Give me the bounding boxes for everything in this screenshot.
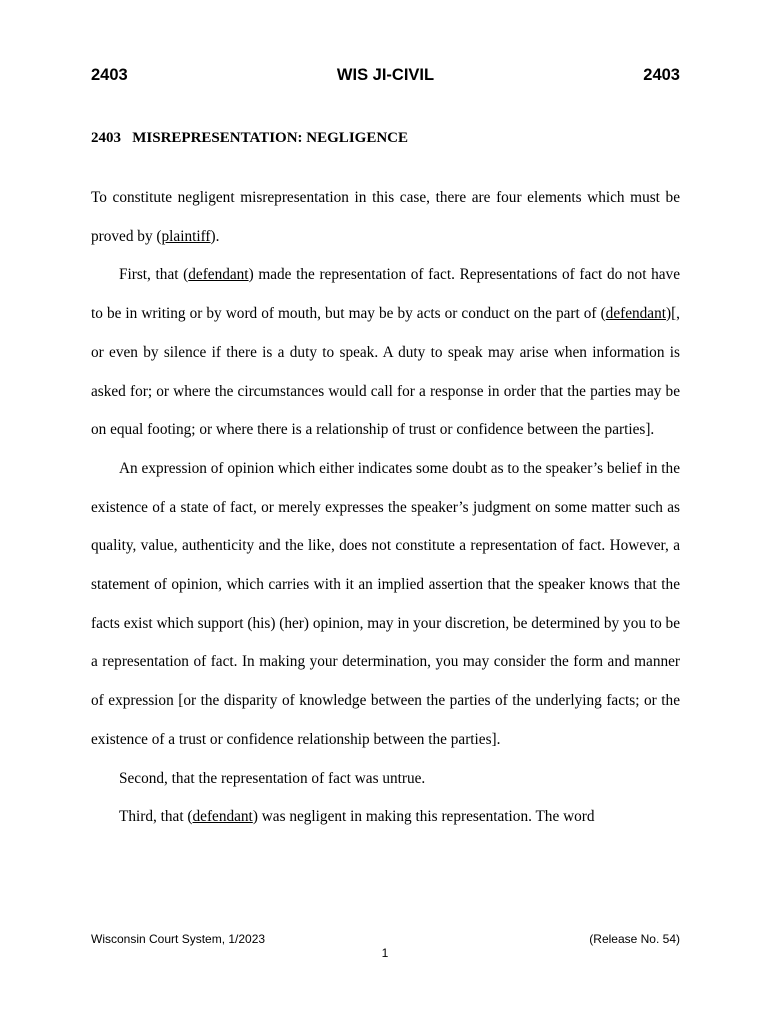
paragraph-intro: To constitute negligent misrepresentation in this case, there are four elements which must be proved by (plaintiff).	[91, 189, 680, 245]
plaintiff-placeholder: plaintiff	[161, 227, 211, 245]
defendant-placeholder: defendant	[605, 305, 666, 323]
paragraph-opinion: An expression of opinion which either indicates some doubt as to the speaker’s belief in the existence of a state of fact, or merely expresses the speaker’s judgment on some matter such as quality, value, authenticity and the like, does not constitute a representation of fact. However, a statement of opinion, which carries with it an implied assertion that the speaker knows that the facts exist which support (his) (her) opinion, may in your discretion, be determined by you to be a representation of fact. In making your determination, you may consider the form and manner of expression [or the disparity of knowledge between the parties of the underlying facts; or the existence of a trust or confidence relationship between the parties].	[91, 459, 680, 748]
paragraph-second-element: Second, that the representation of fact was untrue.	[119, 769, 426, 787]
defendant-placeholder: defendant	[188, 266, 249, 284]
page-header	[91, 66, 680, 90]
page-number: 1	[381, 946, 389, 960]
header-left-number: 2403	[91, 66, 128, 84]
paragraph-first-element: First, that (defendant) made the representation of fact. Representations of fact do not have to be in writing or by word of mouth, but may be by acts or conduct on the part of (defendant)[, or even by silence if there is a duty to speak. A duty to speak may arise when information is asked for; or where the circumstances would call for a response in order that the parties may be on equal footing; or where there is a relationship of trust or confidence between the parties].	[91, 266, 680, 439]
section-title: 2403 MISREPRESENTATION: NEGLIGENCE	[91, 130, 408, 146]
header-right-number: 2403	[643, 66, 680, 84]
footer-release: (Release No. 54)	[589, 932, 680, 946]
paragraph-third-element: Third, that (defendant) was negligent in making this representation. The word	[119, 808, 595, 826]
body-text	[91, 179, 680, 837]
defendant-placeholder: defendant	[192, 808, 253, 826]
footer-source: Wisconsin Court System, 1/2023	[91, 932, 266, 946]
header-center-title: WIS JI-CIVIL	[336, 66, 435, 84]
